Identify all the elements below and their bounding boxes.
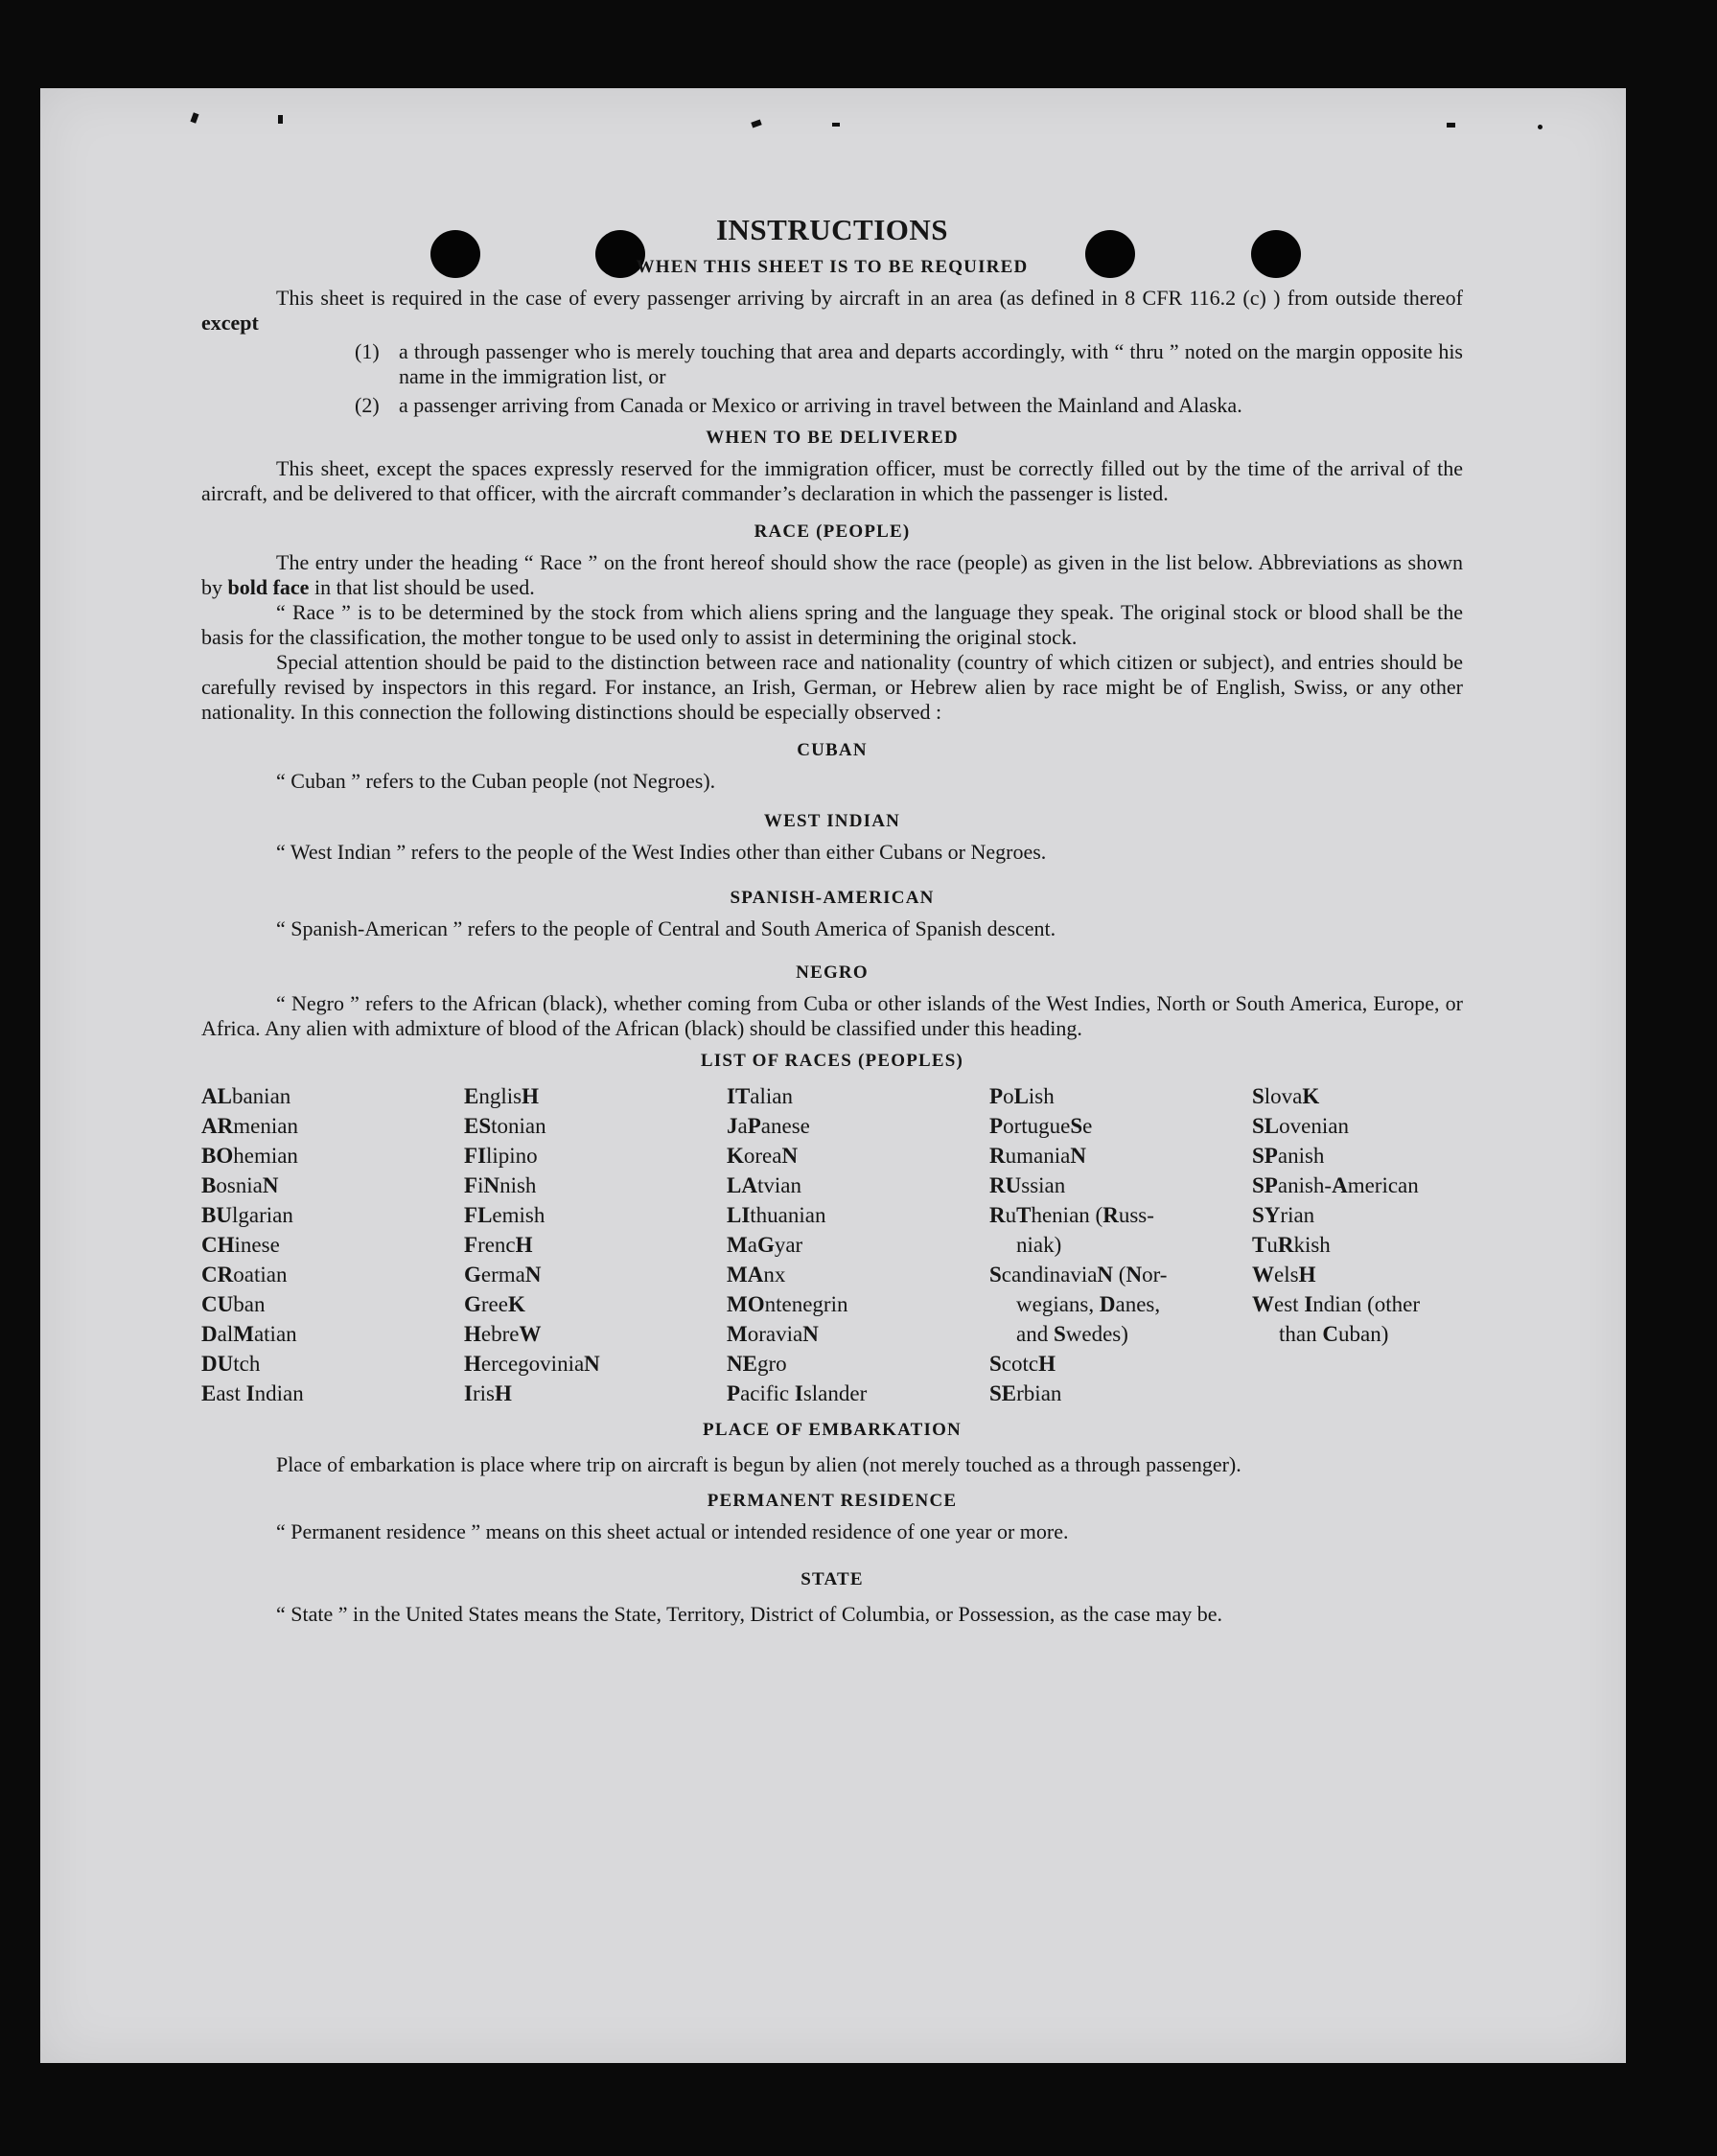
race-entry: wegians, Danes,	[1016, 1292, 1161, 1316]
race-entry: HebreW	[464, 1322, 542, 1346]
race-entry: BUlgarian	[201, 1203, 293, 1227]
races-column	[989, 1081, 1252, 1408]
race-entry: BOhemian	[201, 1144, 298, 1168]
race-entry: BosniaN	[201, 1173, 279, 1197]
race-entry: ITalian	[727, 1084, 793, 1108]
exception-item: (1) a through passenger who is merely touching that area and departs accordingly, with “ thru ” noted on the margin opposite his name in the immigration list, or	[355, 339, 1463, 388]
race-entry: DUtch	[201, 1352, 261, 1376]
races-column	[1252, 1081, 1515, 1408]
exception-item: (2) a passenger arriving from Canada or Mexico or arriving in travel between the Mainland and Alaska.	[355, 393, 1242, 417]
race-entry: RUssian	[989, 1173, 1066, 1197]
heading-list-of-races: LIST OF RACES (PEOPLES)	[700, 1051, 964, 1071]
races-column	[464, 1081, 727, 1408]
heading-state: STATE	[800, 1569, 864, 1589]
when-delivered-text: This sheet, except the spaces expressly reserved for the immigration officer, must be correctly filled out by the time of the arrival of the aircraft, and be delivered to that officer, with the aircraft commander’s declaration in which the passenger is listed.	[201, 456, 1463, 505]
race-entry: ScandinaviaN (Nor-	[989, 1263, 1168, 1287]
race-entry: ALbanian	[201, 1084, 291, 1108]
race-entry: DalMatian	[201, 1322, 297, 1346]
race-entry: MaGyar	[727, 1233, 803, 1257]
race-entry: EStonian	[464, 1114, 546, 1138]
race-entry: RumaniaN	[989, 1144, 1086, 1168]
heading-embarkation: PLACE OF EMBARKATION	[703, 1420, 962, 1440]
speck	[278, 115, 283, 124]
heading-cuban: CUBAN	[797, 740, 868, 760]
race-entry: SYrian	[1252, 1203, 1315, 1227]
race-entry: than Cuban)	[1279, 1322, 1389, 1346]
race-entry: CRoatian	[201, 1263, 288, 1287]
race-entry: MoraviaN	[727, 1322, 819, 1346]
race-entry: KoreaN	[727, 1144, 799, 1168]
heading-west-indian: WEST INDIAN	[763, 811, 901, 831]
embarkation-text: Place of embarkation is place where trip on aircraft is begun by alien (not merely touched as a through passenger).	[276, 1452, 1241, 1476]
races-column	[201, 1081, 464, 1408]
race-entry: CUban	[201, 1292, 266, 1316]
heading-when-required: WHEN THIS SHEET IS TO BE REQUIRED	[636, 257, 1029, 277]
race-entry: ARmenian	[201, 1114, 298, 1138]
race-entry: CHinese	[201, 1233, 280, 1257]
heading-negro: NEGRO	[796, 962, 869, 983]
race-paragraph-3: Special attention should be paid to the distinction between race and nationality (country of which citizen or subject), and entries should be carefully revised by inspectors in this regard. For instance, an Irish, German, or Hebrew alien by race might be of English, Swiss, or any other nationality. In this connection the following distinctions should be especially observed :	[201, 650, 1463, 724]
race-entry: EnglisH	[464, 1084, 539, 1108]
heading-race: RACE (PEOPLE)	[754, 522, 911, 542]
race-entry: SErbian	[989, 1381, 1062, 1405]
race-entry: FLemish	[464, 1203, 545, 1227]
race-entry: JaPanese	[727, 1114, 810, 1138]
race-entry: IrisH	[464, 1381, 512, 1405]
races-column	[727, 1081, 989, 1408]
race-paragraph-1: The entry under the heading “ Race ” on the front hereof should show the race (people) as given in the list below. Abbreviations as shown by bold face in that list should be used.	[201, 550, 1463, 599]
race-entry: ScotcH	[989, 1352, 1056, 1376]
race-entry: GermaN	[464, 1263, 542, 1287]
instructions-content	[201, 213, 1463, 1631]
spanish-american-text: “ Spanish-American ” refers to the people of Central and South America of Spanish descent.	[276, 916, 1056, 940]
race-entry: WelsH	[1252, 1263, 1316, 1287]
heading-spanish-american: SPANISH-AMERICAN	[730, 888, 935, 908]
speck	[832, 123, 840, 127]
west-indian-text: “ West Indian ” refers to the people of the West Indies other than either Cubans or Negroes.	[276, 840, 1047, 864]
race-entry: PortugueSe	[989, 1114, 1093, 1138]
negro-text: “ Negro ” refers to the African (black), whether coming from Cuba or other islands of the West Indies, North or South America, Europe, or Africa. Any alien with admixture of blood of the African (black) should be classified under this heading.	[201, 991, 1463, 1040]
when-required-intro: This sheet is required in the case of every passenger arriving by aircraft in an area (as defined in 8 CFR 116.2 (c) ) from outside thereof except	[201, 286, 1463, 335]
race-entry: niak)	[1016, 1233, 1062, 1257]
race-entry: LAtvian	[727, 1173, 801, 1197]
race-entry: RuThenian (Russ-	[989, 1203, 1154, 1227]
speck	[190, 112, 198, 123]
race-entry: PoLish	[989, 1084, 1055, 1108]
race-entry: FiNnish	[464, 1173, 537, 1197]
race-entry: FrencH	[464, 1233, 533, 1257]
race-entry: East Indian	[201, 1381, 304, 1405]
race-entry: SlovaK	[1252, 1084, 1320, 1108]
heading-when-delivered: WHEN TO BE DELIVERED	[706, 428, 959, 448]
race-entry: HercegoviniaN	[464, 1352, 600, 1376]
race-entry: SLovenian	[1252, 1114, 1349, 1138]
race-paragraph-2: “ Race ” is to be determined by the stock from which aliens spring and the language they speak. The original stock or blood shall be the basis for the classification, the mother tongue to be used only to assist in determining the original stock.	[201, 600, 1463, 649]
cuban-text: “ Cuban ” refers to the Cuban people (not Negroes).	[276, 769, 716, 793]
race-entry: West Indian (other	[1252, 1292, 1421, 1316]
residence-text: “ Permanent residence ” means on this sheet actual or intended residence of one year or more.	[276, 1519, 1069, 1543]
heading-permanent-residence: PERMANENT RESIDENCE	[707, 1491, 958, 1511]
race-entry: MOntenegrin	[727, 1292, 848, 1316]
races-list	[201, 1081, 1463, 1408]
race-entry: SPanish	[1252, 1144, 1325, 1168]
race-entry: FIlipino	[464, 1144, 538, 1168]
race-entry: and Swedes)	[1016, 1322, 1128, 1346]
page-title: INSTRUCTIONS	[715, 213, 948, 246]
race-entry: Pacific Islander	[727, 1381, 868, 1405]
race-entry: GreeK	[464, 1292, 525, 1316]
race-entry: LIthuanian	[727, 1203, 826, 1227]
race-entry: MAnx	[727, 1263, 786, 1287]
race-entry: SPanish-American	[1252, 1173, 1419, 1197]
race-entry: NEgro	[727, 1352, 787, 1376]
speck	[1538, 125, 1543, 129]
race-entry: TuRkish	[1252, 1233, 1331, 1257]
speck	[1447, 123, 1455, 128]
state-text: “ State ” in the United States means the State, Territory, District of Columbia, or Possession, as the case may be.	[276, 1602, 1223, 1626]
speck	[751, 119, 761, 128]
